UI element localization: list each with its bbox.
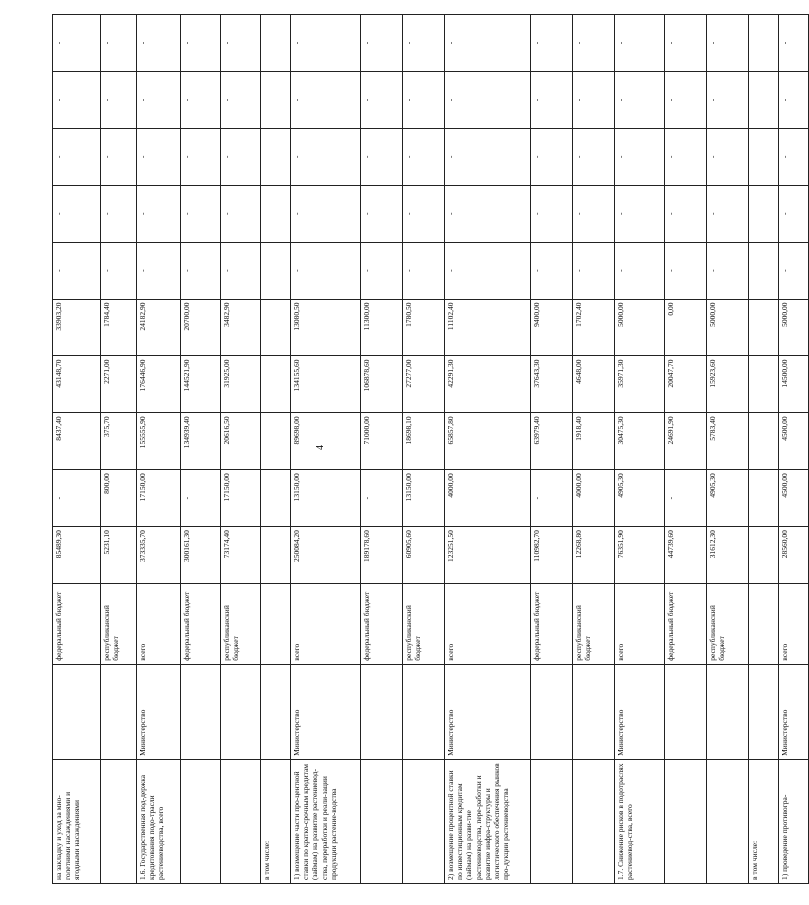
value-cell: - <box>573 15 615 72</box>
table-row <box>261 15 291 884</box>
value-cell: 300161,30 <box>181 527 221 584</box>
table-row <box>137 15 181 884</box>
value-cell: 4905,30 <box>707 470 749 527</box>
value-cell: - <box>615 15 665 72</box>
value-cell: 85489,30 <box>53 527 101 584</box>
measure-name-cell <box>101 759 137 883</box>
measure-name-cell <box>403 759 445 883</box>
measure-name-cell: 1) проведение противогра- <box>779 759 809 883</box>
value-cell: 63979,40 <box>531 413 573 470</box>
value-cell: 24182,90 <box>137 299 181 356</box>
value-cell: - <box>665 185 707 242</box>
value-cell: - <box>403 71 445 128</box>
responsible-cell: Министерство <box>291 664 361 759</box>
funding-source-cell: федеральный бюджет <box>53 584 101 665</box>
funding-source-cell: всего <box>445 584 531 665</box>
page-number: 4 <box>315 445 326 450</box>
measure-name-cell <box>707 759 749 883</box>
value-cell: - <box>573 71 615 128</box>
value-cell <box>261 356 291 413</box>
value-cell: - <box>779 71 809 128</box>
value-cell <box>749 15 779 72</box>
responsible-cell <box>181 664 221 759</box>
value-cell: - <box>101 15 137 72</box>
value-cell: - <box>707 71 749 128</box>
table-row <box>707 15 749 884</box>
value-cell: - <box>181 242 221 299</box>
value-cell: - <box>665 15 707 72</box>
value-cell: - <box>221 71 261 128</box>
value-cell: 4648,00 <box>573 356 615 413</box>
funding-source-cell: всего <box>137 584 181 665</box>
value-cell: 9400,00 <box>531 299 573 356</box>
value-cell: 8437,40 <box>53 413 101 470</box>
value-cell <box>749 71 779 128</box>
value-cell: - <box>101 128 137 185</box>
value-cell: 33903,20 <box>53 299 101 356</box>
value-cell: - <box>531 470 573 527</box>
value-cell: - <box>181 185 221 242</box>
value-cell: 43148,70 <box>53 356 101 413</box>
value-cell <box>749 413 779 470</box>
value-cell: - <box>665 470 707 527</box>
measure-name-cell: в том числе: <box>261 759 291 883</box>
value-cell: 5231,10 <box>101 527 137 584</box>
value-cell: 27277,00 <box>403 356 445 413</box>
value-cell: - <box>573 128 615 185</box>
value-cell: - <box>181 15 221 72</box>
value-cell: - <box>137 128 181 185</box>
value-cell <box>749 128 779 185</box>
value-cell: 189178,60 <box>361 527 403 584</box>
value-cell: - <box>665 128 707 185</box>
value-cell: 73174,40 <box>221 527 261 584</box>
funding-source-cell: федеральный бюджет <box>531 584 573 665</box>
measure-name-cell <box>181 759 221 883</box>
value-cell: 176446,90 <box>137 356 181 413</box>
funding-source-cell: республиканский бюджет <box>573 584 615 665</box>
value-cell: 13150,00 <box>403 470 445 527</box>
value-cell: 5000,00 <box>779 299 809 356</box>
value-cell: 37643,30 <box>531 356 573 413</box>
value-cell <box>749 356 779 413</box>
table-row <box>779 15 809 884</box>
value-cell: - <box>779 15 809 72</box>
funding-source-cell: всего <box>779 584 809 665</box>
funding-source-cell <box>261 584 291 665</box>
value-cell: 4500,00 <box>779 470 809 527</box>
value-cell: 134939,40 <box>181 413 221 470</box>
value-cell: 11102,40 <box>445 299 531 356</box>
value-cell: 2271,00 <box>101 356 137 413</box>
value-cell <box>261 242 291 299</box>
budget-table <box>52 14 809 884</box>
table-row <box>531 15 573 884</box>
value-cell: - <box>531 71 573 128</box>
value-cell: 28560,00 <box>779 527 809 584</box>
value-cell: 35971,30 <box>615 356 665 413</box>
value-cell: - <box>445 15 531 72</box>
value-cell <box>261 71 291 128</box>
value-cell: - <box>665 71 707 128</box>
value-cell: 20047,70 <box>665 356 707 413</box>
value-cell <box>749 299 779 356</box>
value-cell: 5000,00 <box>615 299 665 356</box>
value-cell: - <box>445 71 531 128</box>
value-cell: - <box>707 185 749 242</box>
funding-source-cell: всего <box>615 584 665 665</box>
value-cell: 110982,70 <box>531 527 573 584</box>
value-cell: 144521,90 <box>181 356 221 413</box>
value-cell: 1784,40 <box>101 299 137 356</box>
value-cell: 1702,40 <box>573 299 615 356</box>
value-cell: 4000,00 <box>445 470 531 527</box>
value-cell: 800,00 <box>101 470 137 527</box>
measure-name-cell: 1.6. Государственная под-держка кредитования подо-трасли растениеводства, всего <box>137 759 181 883</box>
value-cell <box>261 527 291 584</box>
value-cell: - <box>291 242 361 299</box>
funding-source-cell: республиканский бюджет <box>707 584 749 665</box>
responsible-cell <box>53 664 101 759</box>
value-cell: - <box>53 242 101 299</box>
value-cell: - <box>707 15 749 72</box>
value-cell: 3482,90 <box>221 299 261 356</box>
value-cell: 13080,50 <box>291 299 361 356</box>
value-cell: - <box>137 242 181 299</box>
value-cell: - <box>181 470 221 527</box>
value-cell: - <box>361 185 403 242</box>
value-cell: - <box>291 185 361 242</box>
table-row <box>573 15 615 884</box>
value-cell: - <box>779 128 809 185</box>
value-cell: 20700,00 <box>181 299 221 356</box>
value-cell: - <box>291 128 361 185</box>
value-cell: - <box>137 15 181 72</box>
value-cell: - <box>403 185 445 242</box>
value-cell: - <box>101 242 137 299</box>
value-cell: 65857,80 <box>445 413 531 470</box>
responsible-cell <box>101 664 137 759</box>
value-cell: - <box>615 185 665 242</box>
value-cell: 30475,30 <box>615 413 665 470</box>
value-cell: 134155,60 <box>291 356 361 413</box>
measure-name-cell: 2) возмещение процентной ставки по инвестиционным кредитам (займам) на разви-тие растениеводства, пере-работки и развитие инфра-структуры и логистического обеспечения рынков про-дукции растениеводства <box>445 759 531 883</box>
measure-name-cell: 1) возмещение части про-центной ставки по кратко-срочным кредитам (займам) на развитие растениевод-ства, переработки и реали-зации продукции растение-водства <box>291 759 361 883</box>
responsible-cell <box>573 664 615 759</box>
value-cell: 24691,90 <box>665 413 707 470</box>
value-cell: - <box>361 470 403 527</box>
measure-name-cell <box>573 759 615 883</box>
responsible-cell <box>665 664 707 759</box>
value-cell: - <box>531 242 573 299</box>
value-cell <box>749 185 779 242</box>
value-cell: - <box>615 128 665 185</box>
value-cell: 18698,10 <box>403 413 445 470</box>
responsible-cell <box>361 664 403 759</box>
value-cell: - <box>101 185 137 242</box>
value-cell: 4905,30 <box>615 470 665 527</box>
value-cell: - <box>53 15 101 72</box>
value-cell: 20616,50 <box>221 413 261 470</box>
value-cell: - <box>615 71 665 128</box>
value-cell: - <box>101 71 137 128</box>
value-cell: - <box>445 128 531 185</box>
table-row <box>221 15 261 884</box>
value-cell <box>261 15 291 72</box>
value-cell: 14500,00 <box>779 356 809 413</box>
table-row <box>181 15 221 884</box>
value-cell: - <box>53 71 101 128</box>
measure-name-cell: на закладку и уход за мно-голетними насаждениями и ягодными насаждениями <box>53 759 101 883</box>
funding-source-cell: республиканский бюджет <box>101 584 137 665</box>
value-cell: - <box>291 71 361 128</box>
funding-source-cell: республиканский бюджет <box>403 584 445 665</box>
value-cell: - <box>137 185 181 242</box>
value-cell: 11300,00 <box>361 299 403 356</box>
value-cell: - <box>221 15 261 72</box>
value-cell: 13150,00 <box>291 470 361 527</box>
value-cell: - <box>707 128 749 185</box>
value-cell: 31612,30 <box>707 527 749 584</box>
value-cell: 1918,40 <box>573 413 615 470</box>
value-cell <box>261 413 291 470</box>
responsible-cell <box>221 664 261 759</box>
responsible-cell <box>403 664 445 759</box>
value-cell: 373335,70 <box>137 527 181 584</box>
value-cell <box>261 128 291 185</box>
value-cell <box>749 242 779 299</box>
value-cell: - <box>361 15 403 72</box>
value-cell: - <box>445 242 531 299</box>
value-cell: 0,00 <box>665 299 707 356</box>
value-cell: - <box>445 185 531 242</box>
value-cell: 5783,40 <box>707 413 749 470</box>
table-row <box>403 15 445 884</box>
table-row <box>361 15 403 884</box>
value-cell: 5000,00 <box>707 299 749 356</box>
value-cell: - <box>221 128 261 185</box>
responsible-cell <box>261 664 291 759</box>
table-row <box>665 15 707 884</box>
value-cell: 17150,00 <box>221 470 261 527</box>
value-cell: 250084,20 <box>291 527 361 584</box>
value-cell: 106878,60 <box>361 356 403 413</box>
responsible-cell <box>531 664 573 759</box>
funding-source-cell: республиканский бюджет <box>221 584 261 665</box>
funding-source-cell: всего <box>291 584 361 665</box>
value-cell: - <box>403 128 445 185</box>
value-cell: - <box>53 185 101 242</box>
responsible-cell <box>707 664 749 759</box>
value-cell: - <box>615 242 665 299</box>
measure-name-cell <box>531 759 573 883</box>
measure-name-cell: в том числе: <box>749 759 779 883</box>
responsible-cell: Министерство <box>779 664 809 759</box>
funding-source-cell: федеральный бюджет <box>361 584 403 665</box>
value-cell: - <box>573 242 615 299</box>
value-cell: - <box>779 242 809 299</box>
value-cell: 42291,30 <box>445 356 531 413</box>
value-cell: - <box>221 242 261 299</box>
value-cell: - <box>403 15 445 72</box>
value-cell: - <box>361 71 403 128</box>
value-cell <box>749 470 779 527</box>
value-cell: - <box>361 242 403 299</box>
value-cell: - <box>181 71 221 128</box>
value-cell: 4000,00 <box>573 470 615 527</box>
value-cell: 17150,00 <box>137 470 181 527</box>
table-row <box>53 15 101 884</box>
value-cell: - <box>221 185 261 242</box>
budget-table-container <box>52 14 789 884</box>
value-cell: 71000,00 <box>361 413 403 470</box>
value-cell <box>261 299 291 356</box>
table-row <box>445 15 531 884</box>
value-cell: 123251,50 <box>445 527 531 584</box>
funding-source-cell <box>749 584 779 665</box>
value-cell: - <box>665 242 707 299</box>
value-cell <box>261 470 291 527</box>
value-cell: - <box>779 185 809 242</box>
responsible-cell: Министерство <box>445 664 531 759</box>
value-cell: - <box>137 71 181 128</box>
measure-name-cell <box>221 759 261 883</box>
value-cell: - <box>531 185 573 242</box>
responsible-cell: Министерство <box>615 664 665 759</box>
value-cell: - <box>291 15 361 72</box>
measure-name-cell <box>665 759 707 883</box>
value-cell: 44739,60 <box>665 527 707 584</box>
value-cell: - <box>53 470 101 527</box>
value-cell: 4500,00 <box>779 413 809 470</box>
value-cell: 89698,00 <box>291 413 361 470</box>
value-cell: - <box>181 128 221 185</box>
funding-source-cell: федеральный бюджет <box>665 584 707 665</box>
value-cell: - <box>531 15 573 72</box>
value-cell: - <box>403 242 445 299</box>
value-cell: 60905,60 <box>403 527 445 584</box>
value-cell: - <box>531 128 573 185</box>
table-row <box>291 15 361 884</box>
value-cell: 15923,60 <box>707 356 749 413</box>
measure-name-cell: 1.7. Снижение рисков в подотраслях растениевод-ства, всего <box>615 759 665 883</box>
value-cell: 31925,00 <box>221 356 261 413</box>
table-row <box>101 15 137 884</box>
table-row <box>749 15 779 884</box>
value-cell: 155555,90 <box>137 413 181 470</box>
value-cell <box>749 527 779 584</box>
value-cell: 12268,80 <box>573 527 615 584</box>
funding-source-cell: федеральный бюджет <box>181 584 221 665</box>
value-cell: 375,70 <box>101 413 137 470</box>
value-cell: - <box>361 128 403 185</box>
value-cell: - <box>707 242 749 299</box>
value-cell <box>261 185 291 242</box>
measure-name-cell <box>361 759 403 883</box>
value-cell: 1780,50 <box>403 299 445 356</box>
responsible-cell <box>749 664 779 759</box>
value-cell: - <box>573 185 615 242</box>
value-cell: - <box>53 128 101 185</box>
table-row <box>615 15 665 884</box>
value-cell: 76351,90 <box>615 527 665 584</box>
responsible-cell: Министерство <box>137 664 181 759</box>
